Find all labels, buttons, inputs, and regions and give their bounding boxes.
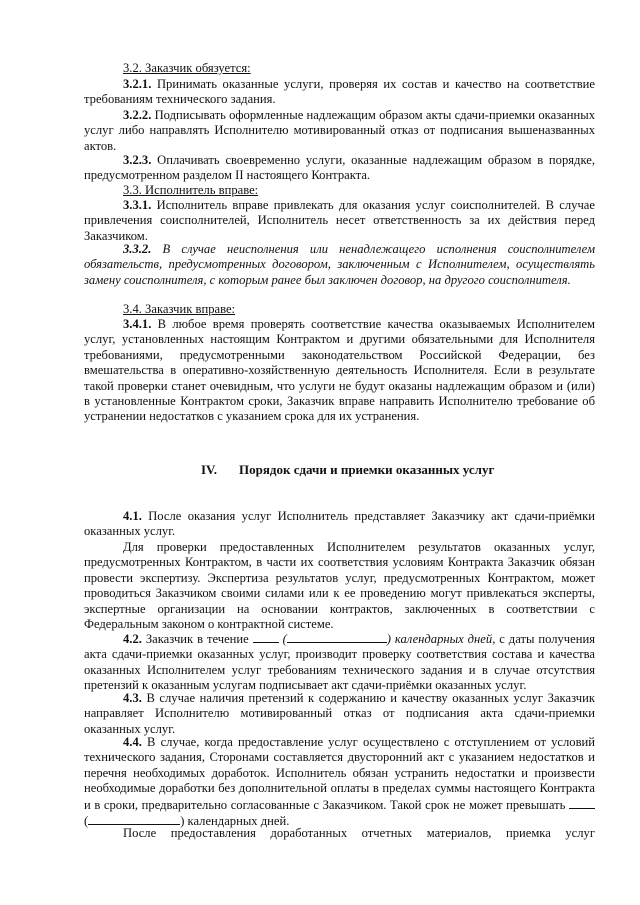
clause-4-1-number: 4.1.: [123, 509, 142, 523]
clause-3-4-1-text: В любое время проверять соответствие качества оказываемых Исполнителем услуг, установленных настоящим Контрактом и другими обязательными для Исполнителя требованиями, предусмотренными законодательством Российской Федерации, без вмешательства в оперативно-хозяйственную деятельность Исполнителя. Если в результате такой проверки станет очевидным, что услуги не будут оказаны надлежащим образом и (или) в установленные Контрактом сроки, Заказчик вправе направить Исполнителю требование об устранении недостатков с указанием срока для их устранения.: [84, 317, 595, 424]
clause-4-2-close: ) календарных дней: [386, 632, 493, 646]
clause-4-2-number: 4.2.: [123, 632, 142, 646]
clause-3-2-heading: 3.2. Заказчик обязуется:: [123, 61, 251, 75]
clause-3-2-1-text: Принимать оказанные услуги, проверяя их состав и качество на соответствие требованиям технического задания.: [84, 77, 595, 107]
clause-3-3-1-text: Исполнитель вправе привлекать для оказания услуг соисполнителей. В случае привлечения соисполнителей, Исполнитель несет ответственность за их действия перед Заказчиком.: [84, 198, 595, 243]
deadline-blank-number: [569, 797, 595, 809]
clause-3-4-heading: 3.4. Заказчик вправе:: [123, 302, 236, 316]
days-blank-words: [287, 631, 387, 643]
clause-4-5-start: [84, 826, 595, 841]
clause-3-2-1-number: 3.2.1.: [123, 77, 152, 91]
clause-3-2-2-number: 3.2.2.: [123, 108, 152, 122]
clause-4-2: [84, 631, 595, 694]
clause-4-2-open: (: [278, 632, 287, 646]
clause-3-3-1: [84, 198, 595, 244]
clause-4-3: [84, 691, 595, 737]
clause-4-3-number: 4.3.: [123, 691, 142, 705]
clause-3-2-3-text: Оплачивать своевременно услуги, оказанные надлежащим образом в порядке, предусмотренном разделом II настоящего Контракта.: [84, 153, 595, 183]
clause-3-3-2-text: В случае неисполнения или ненадлежащего исполнения соисполнителем обязательств, предусмотренных договором, заключенным с Исполнителем, осуществлять замену соисполнителя, с которым ранее был заключен договор, на другого соисполнителя.: [84, 242, 595, 287]
clause-3-3-1-number: 3.3.1.: [123, 198, 152, 212]
clause-3-4-title: [84, 302, 595, 317]
clause-4-1-expertise: [84, 540, 595, 632]
clause-3-3-2: [84, 242, 595, 288]
clause-4-4-open: (: [84, 814, 89, 829]
clause-4-2-text: , с даты получения акта сдачи-приемки оказанных услуг, производит проверку соответствия состава и качества оказанных Исполнителем услуг требованиям технического задания и в случае отсутствия претензий к оказанным услугам подписывает акт сдачи-приёмки оказанных услуг.: [84, 632, 595, 693]
clause-4-4-number: 4.4.: [123, 735, 142, 749]
clause-4-1-expertise-text: Для проверки предоставленных Исполнителем результатов оказанных услуг, предусмотренных Контрактом, в части их соответствия условиям Контракта Заказчик обязан провести экспертизу. Экспертиза результатов услуг, предусмотренных Контрактом, может проводиться Заказчиком своими силами или к ее проведению могут привлекаться эксперты, экспертные организации на основании контрактов, заключенных в соответствии с Федеральным законом о контрактной системе.: [84, 540, 595, 632]
clause-4-3-text: В случае наличия претензий к содержанию и качеству оказанных услуг Заказчик направляет Исполнителю мотивированный отказ от подписания акта сдачи-приемки оказанных услуг.: [84, 691, 595, 736]
section-4-number: IV.: [201, 462, 218, 477]
clause-3-4-1: [84, 317, 595, 425]
clause-4-1: [84, 509, 595, 540]
clause-3-3-2-number: 3.3.2.: [123, 242, 152, 256]
days-blank-number: [253, 631, 279, 643]
clause-4-4-close: ) календарных дней.: [180, 814, 290, 829]
clause-4-4: [84, 735, 595, 829]
clause-3-3-title: [84, 183, 595, 198]
clause-3-2-3: [84, 153, 595, 184]
clause-4-1-text: После оказания услуг Исполнитель представляет Заказчику акт сдачи-приёмки оказанных услуг.: [84, 509, 595, 539]
deadline-blank-words: [88, 813, 180, 825]
clause-3-4-1-number: 3.4.1.: [123, 317, 152, 331]
clause-4-2-pre: Заказчик в течение: [141, 632, 253, 646]
clause-3-2-2: [84, 108, 595, 154]
clause-3-2-3-number: 3.2.3.: [123, 153, 152, 167]
clause-3-3-heading: 3.3. Исполнитель вправе:: [123, 183, 259, 197]
clause-3-2-1: [84, 77, 595, 108]
section-4-title: Порядок сдачи и приемки оказанных услуг: [239, 462, 495, 477]
clause-3-2-2-text: Подписывать оформленные надлежащим образом акты сдачи-приемки оказанных услуг либо направлять Исполнителю мотивированный отказ от подписания вышеназванных актов.: [84, 108, 595, 153]
clause-4-4-text: В случае, когда предоставление услуг осуществлено с отступлением от условий технического задания, Сторонами составляется двусторонний акт с указанием недостатков и перечня необходимых доработок. Исполнитель обязан устранить недостатки и произвести необходимые доработки без дополнительной оплаты в пределах суммы настоящего Контракта и в сроки, предварительно согласованные с Заказчиком. Такой срок не может превышать: [84, 735, 595, 812]
clause-4-5-text: После предоставления доработанных отчетных материалов, приемка услуг: [123, 826, 595, 840]
clause-3-2-title: [84, 61, 595, 76]
